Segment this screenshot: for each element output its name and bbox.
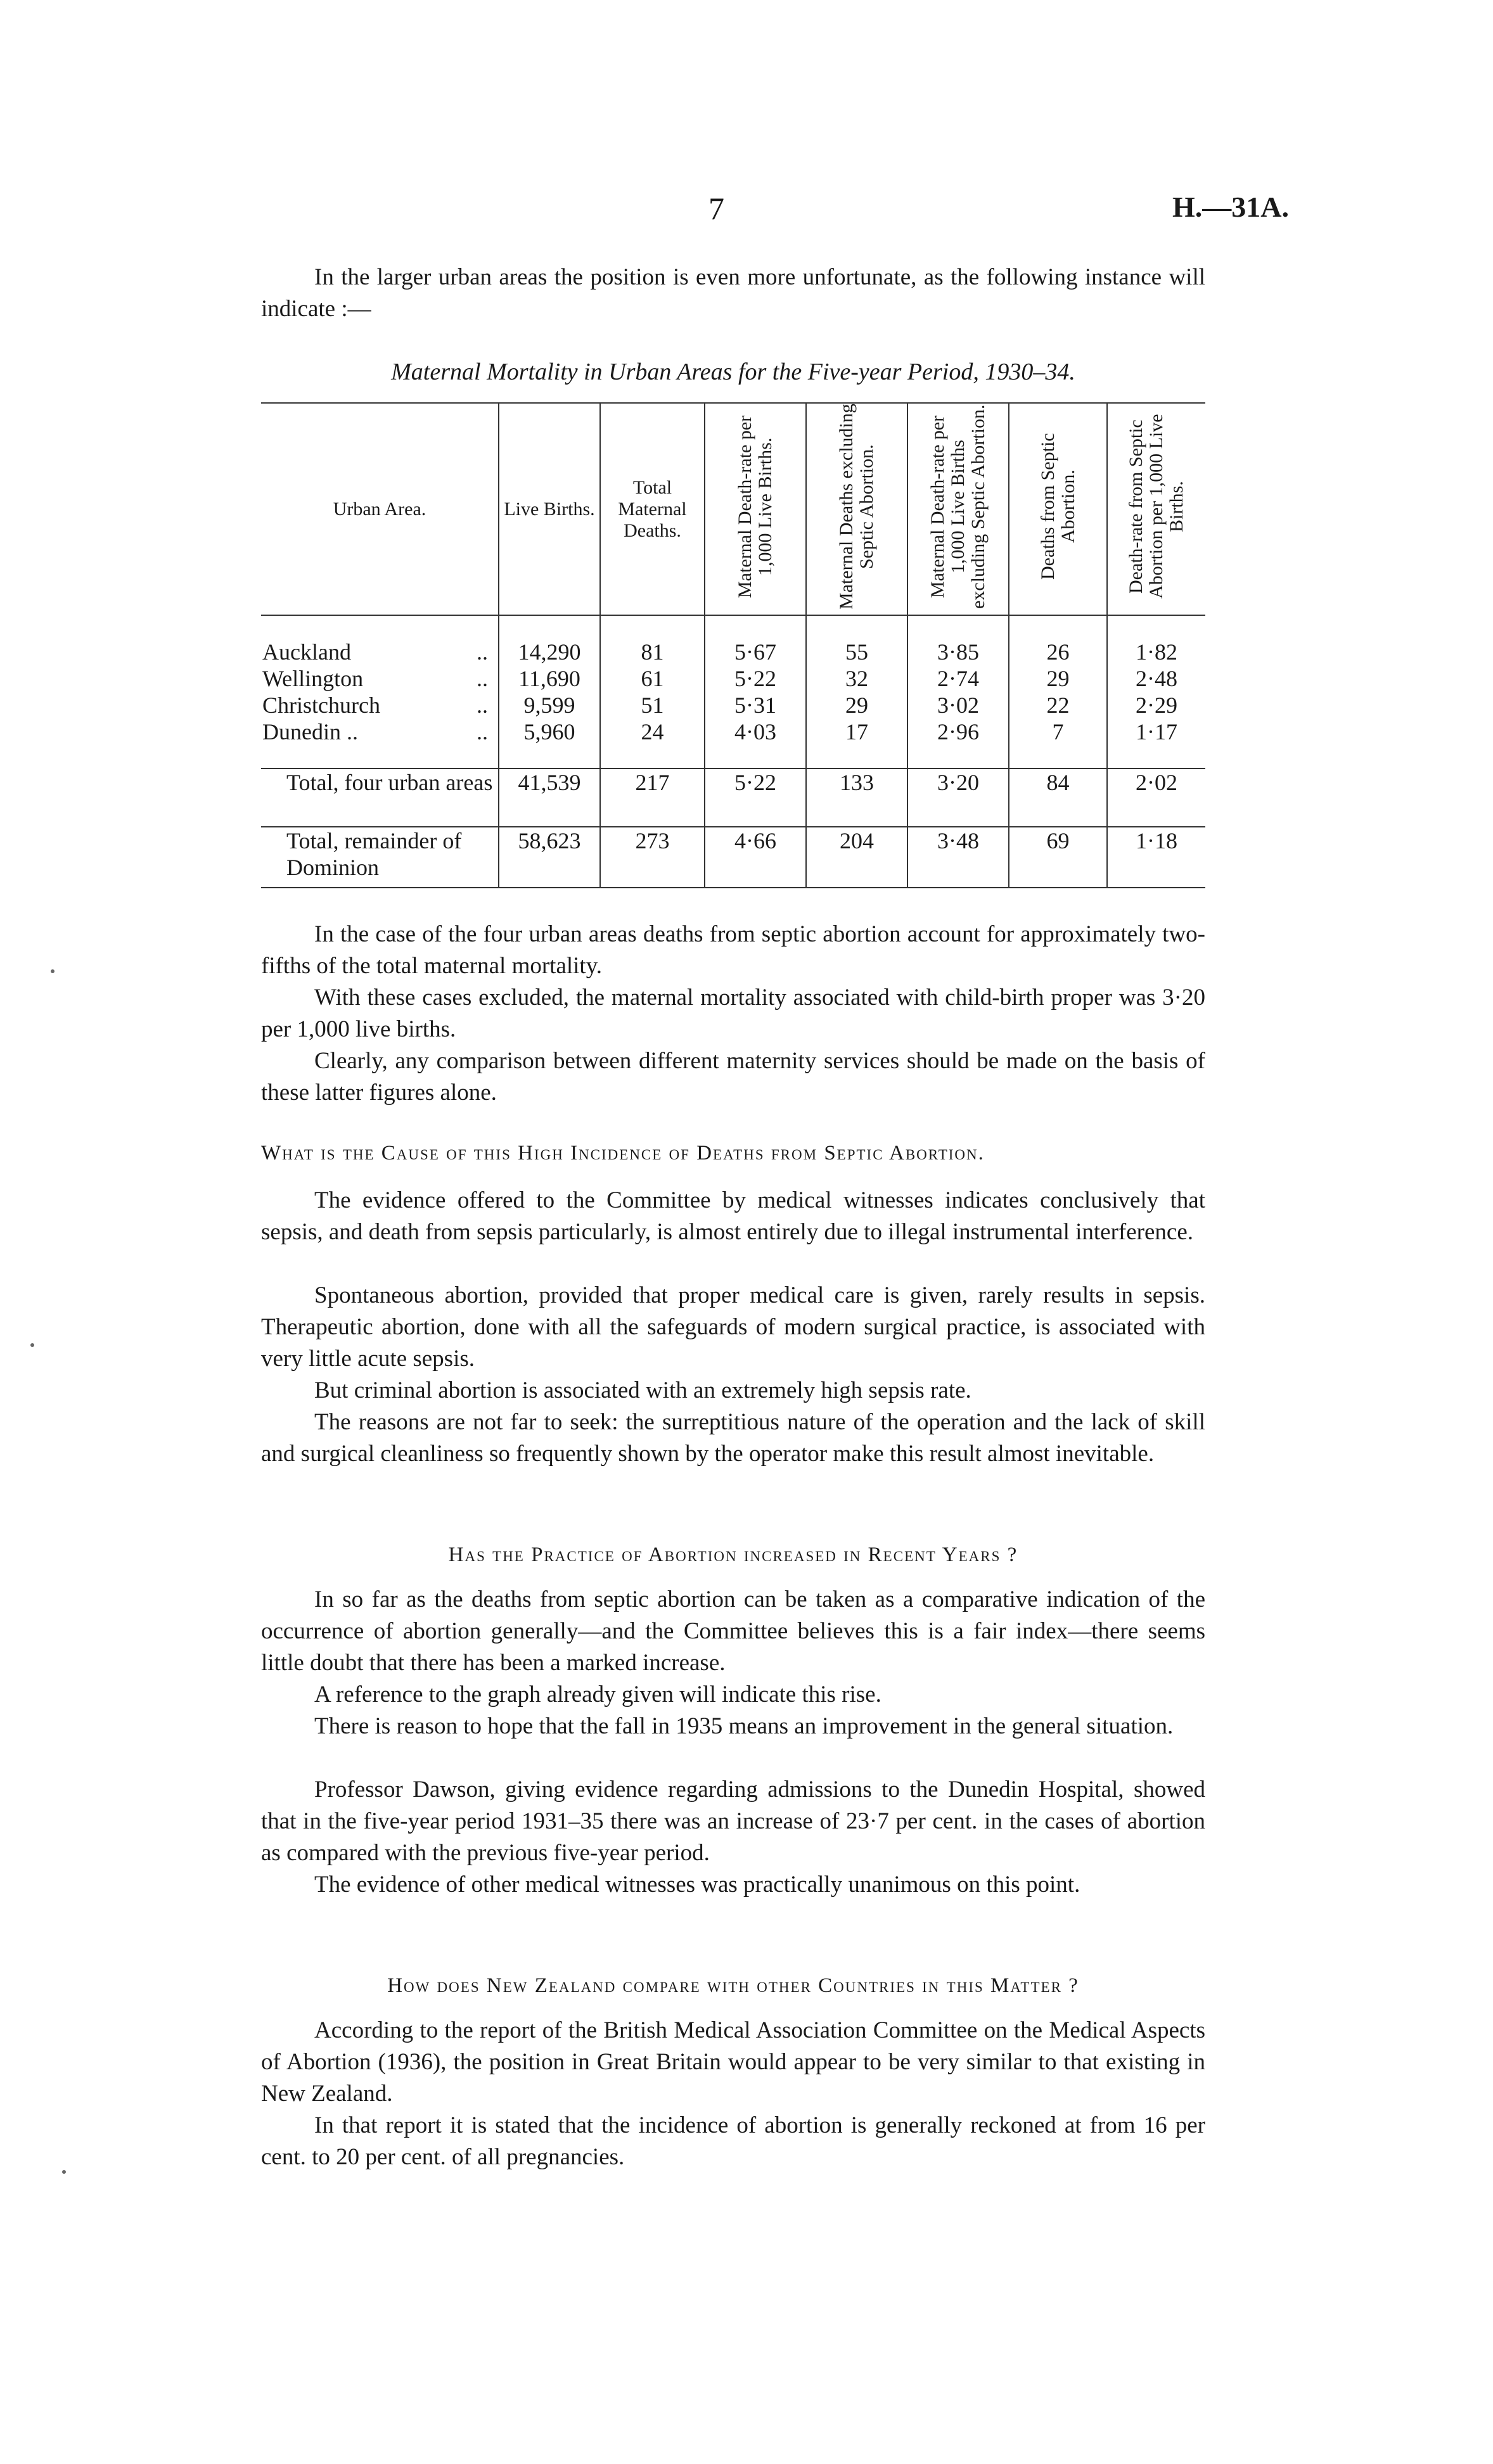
body-paragraph: But criminal abortion is associated with an extremely high sepsis rate. — [314, 1377, 971, 1403]
body-paragraph: Spontaneous abortion, provided that proper medical care is given, rarely results in sepsis. Therapeutic abortion, done with all the safeguards of modern surgical practice, is associated with very little acute sepsis. — [261, 1282, 1205, 1372]
scan-speck — [30, 1343, 34, 1347]
header-urban-area: Urban Area. — [261, 403, 499, 615]
area-name: Dunedin .. — [262, 719, 358, 744]
cell-septic-rate: 2·02 — [1107, 769, 1205, 827]
cell-deaths: 24 — [600, 718, 705, 745]
cell-births: 11,690 — [499, 665, 600, 692]
header-live-births: Live Births. — [499, 403, 600, 615]
body-paragraph: The evidence offered to the Committee by medical witnesses indicates conclusively that sepsis, and death from sepsis particularly, is almost entirely due to illegal instrumental interference. — [261, 1187, 1205, 1245]
document-reference: H.—31A. — [1172, 191, 1289, 223]
cell-rate-excl: 3·48 — [907, 827, 1009, 888]
area-name: Christchurch — [262, 693, 380, 718]
area-name: Wellington — [262, 666, 364, 691]
body-paragraph: Professor Dawson, giving evidence regarding admissions to the Dunedin Hospital, showed that in the five-year period 1931–35 there was an increase of 23·7 per cent. in the cases of abortion as compared with the previous five-year period. — [261, 1777, 1205, 1866]
cell-rate-excl: 2·74 — [907, 665, 1009, 692]
cell-births: 9,599 — [499, 692, 600, 718]
intro-paragraph: In the larger urban areas the position is even more unfortunate, as the following instance will indicate :— — [261, 264, 1205, 322]
cell-septic: 26 — [1009, 639, 1107, 665]
scan-speck — [51, 969, 54, 973]
cell-births: 41,539 — [499, 769, 600, 827]
total-area-name: Total, four urban areas — [261, 769, 499, 827]
body-paragraph: Clearly, any comparison between different maternity services should be made on the basis of these latter figures alone. — [261, 1048, 1205, 1106]
cell-septic: 84 — [1009, 769, 1107, 827]
cell-septic: 29 — [1009, 665, 1107, 692]
cell-births: 5,960 — [499, 718, 600, 745]
cell-deaths: 61 — [600, 665, 705, 692]
maternal-mortality-table — [261, 402, 1205, 888]
cell-rate: 4·66 — [705, 827, 806, 888]
cell-deaths: 273 — [600, 827, 705, 888]
header-septic-deaths: Deaths from Septic Abortion. — [1037, 433, 1079, 580]
total-area-name: Total, remainder of Dominion — [261, 827, 499, 888]
cell-septic-rate: 1·17 — [1107, 718, 1205, 745]
cell-deaths: 81 — [600, 639, 705, 665]
cell-rate: 4·03 — [705, 718, 806, 745]
table-row: Wellington .. 11,690 61 5·22 32 2·74 29 2·48 — [261, 665, 1205, 692]
cell-septic-rate: 2·29 — [1107, 692, 1205, 718]
cell-excl: 55 — [806, 639, 907, 665]
body-paragraph: There is reason to hope that the fall in 1935 means an improvement in the general situation. — [314, 1713, 1174, 1739]
cell-rate-excl: 2·96 — [907, 718, 1009, 745]
table-row: Christchurch .. 9,599 51 5·31 29 3·02 22 2·29 — [261, 692, 1205, 718]
cell-septic: 7 — [1009, 718, 1107, 745]
cell-rate: 5·67 — [705, 639, 806, 665]
cell-deaths: 217 — [600, 769, 705, 827]
cell-excl: 133 — [806, 769, 907, 827]
total-row — [261, 827, 1205, 888]
section-heading: How does New Zealand compare with other Countries in this Matter ? — [387, 1974, 1079, 1997]
cell-births: 58,623 — [499, 827, 600, 888]
cell-deaths: 51 — [600, 692, 705, 718]
header-death-rate: Maternal Death-rate per 1,000 Live Births. — [734, 415, 776, 598]
cell-rate-excl: 3·85 — [907, 639, 1009, 665]
body-paragraph: A reference to the graph already given will indicate this rise. — [314, 1682, 881, 1708]
section-heading: Has the Practice of Abortion increased in Recent Years ? — [448, 1543, 1018, 1566]
header-rate-excluding-septic: Maternal Death-rate per 1,000 Live Births excluding Septic Abortion. — [927, 404, 989, 609]
table-caption: Maternal Mortality in Urban Areas for the Five-year Period, 1930–34. — [391, 359, 1075, 385]
cell-rate: 5·31 — [705, 692, 806, 718]
body-paragraph: In the case of the four urban areas deaths from septic abortion account for approximately two-fifths of the total maternal mortality. — [261, 921, 1205, 979]
section-heading: What is the Cause of this High Incidence of Deaths from Septic Abortion. — [261, 1142, 985, 1165]
table-header-row — [261, 403, 1205, 615]
table-row: Auckland .. 14,290 81 5·67 55 3·85 26 1·82 — [261, 639, 1205, 665]
body-paragraph: According to the report of the British Medical Association Committee on the Medical Aspects of Abortion (1936), the position in Great Britain would appear to be very similar to that existing in New Zealand. — [261, 2017, 1205, 2107]
cell-excl: 204 — [806, 827, 907, 888]
table-row: Dunedin .. .. 5,960 24 4·03 17 2·96 7 1·17 — [261, 718, 1205, 745]
page-number: 7 — [708, 191, 724, 226]
total-row — [261, 769, 1205, 827]
header-septic-rate: Death-rate from Septic Abortion per 1,000 Live Births. — [1125, 414, 1187, 599]
cell-septic: 22 — [1009, 692, 1107, 718]
cell-excl: 17 — [806, 718, 907, 745]
cell-births: 14,290 — [499, 639, 600, 665]
area-name: Auckland — [262, 639, 351, 665]
cell-excl: 29 — [806, 692, 907, 718]
cell-excl: 32 — [806, 665, 907, 692]
cell-rate: 5·22 — [705, 769, 806, 827]
cell-septic-rate: 2·48 — [1107, 665, 1205, 692]
scan-speck — [62, 2170, 66, 2174]
header-deaths-excluding-septic: Maternal Deaths excluding Septic Abortion. — [836, 404, 877, 610]
cell-septic: 69 — [1009, 827, 1107, 888]
body-paragraph: The reasons are not far to seek: the surreptitious nature of the operation and the lack of skill and surgical cleanliness so frequently shown by the operator make this result almost inevitable. — [261, 1409, 1205, 1467]
body-paragraph: The evidence of other medical witnesses was practically unanimous on this point. — [314, 1872, 1080, 1898]
cell-rate-excl: 3·02 — [907, 692, 1009, 718]
body-paragraph: In that report it is stated that the incidence of abortion is generally reckoned at from 16 per cent. to 20 per cent. of all pregnancies. — [261, 2112, 1205, 2170]
cell-septic-rate: 1·18 — [1107, 827, 1205, 888]
cell-rate-excl: 3·20 — [907, 769, 1009, 827]
header-total-deaths: Total Maternal Deaths. — [600, 403, 705, 615]
cell-septic-rate: 1·82 — [1107, 639, 1205, 665]
body-paragraph: In so far as the deaths from septic abortion can be taken as a comparative indication of the occurrence of abortion generally—and the Committee believes this is a fair index—there seems little doubt that there has been a marked increase. — [261, 1586, 1205, 1676]
cell-rate: 5·22 — [705, 665, 806, 692]
body-paragraph: With these cases excluded, the maternal mortality associated with child-birth proper was 3·20 per 1,000 live births. — [261, 985, 1205, 1042]
